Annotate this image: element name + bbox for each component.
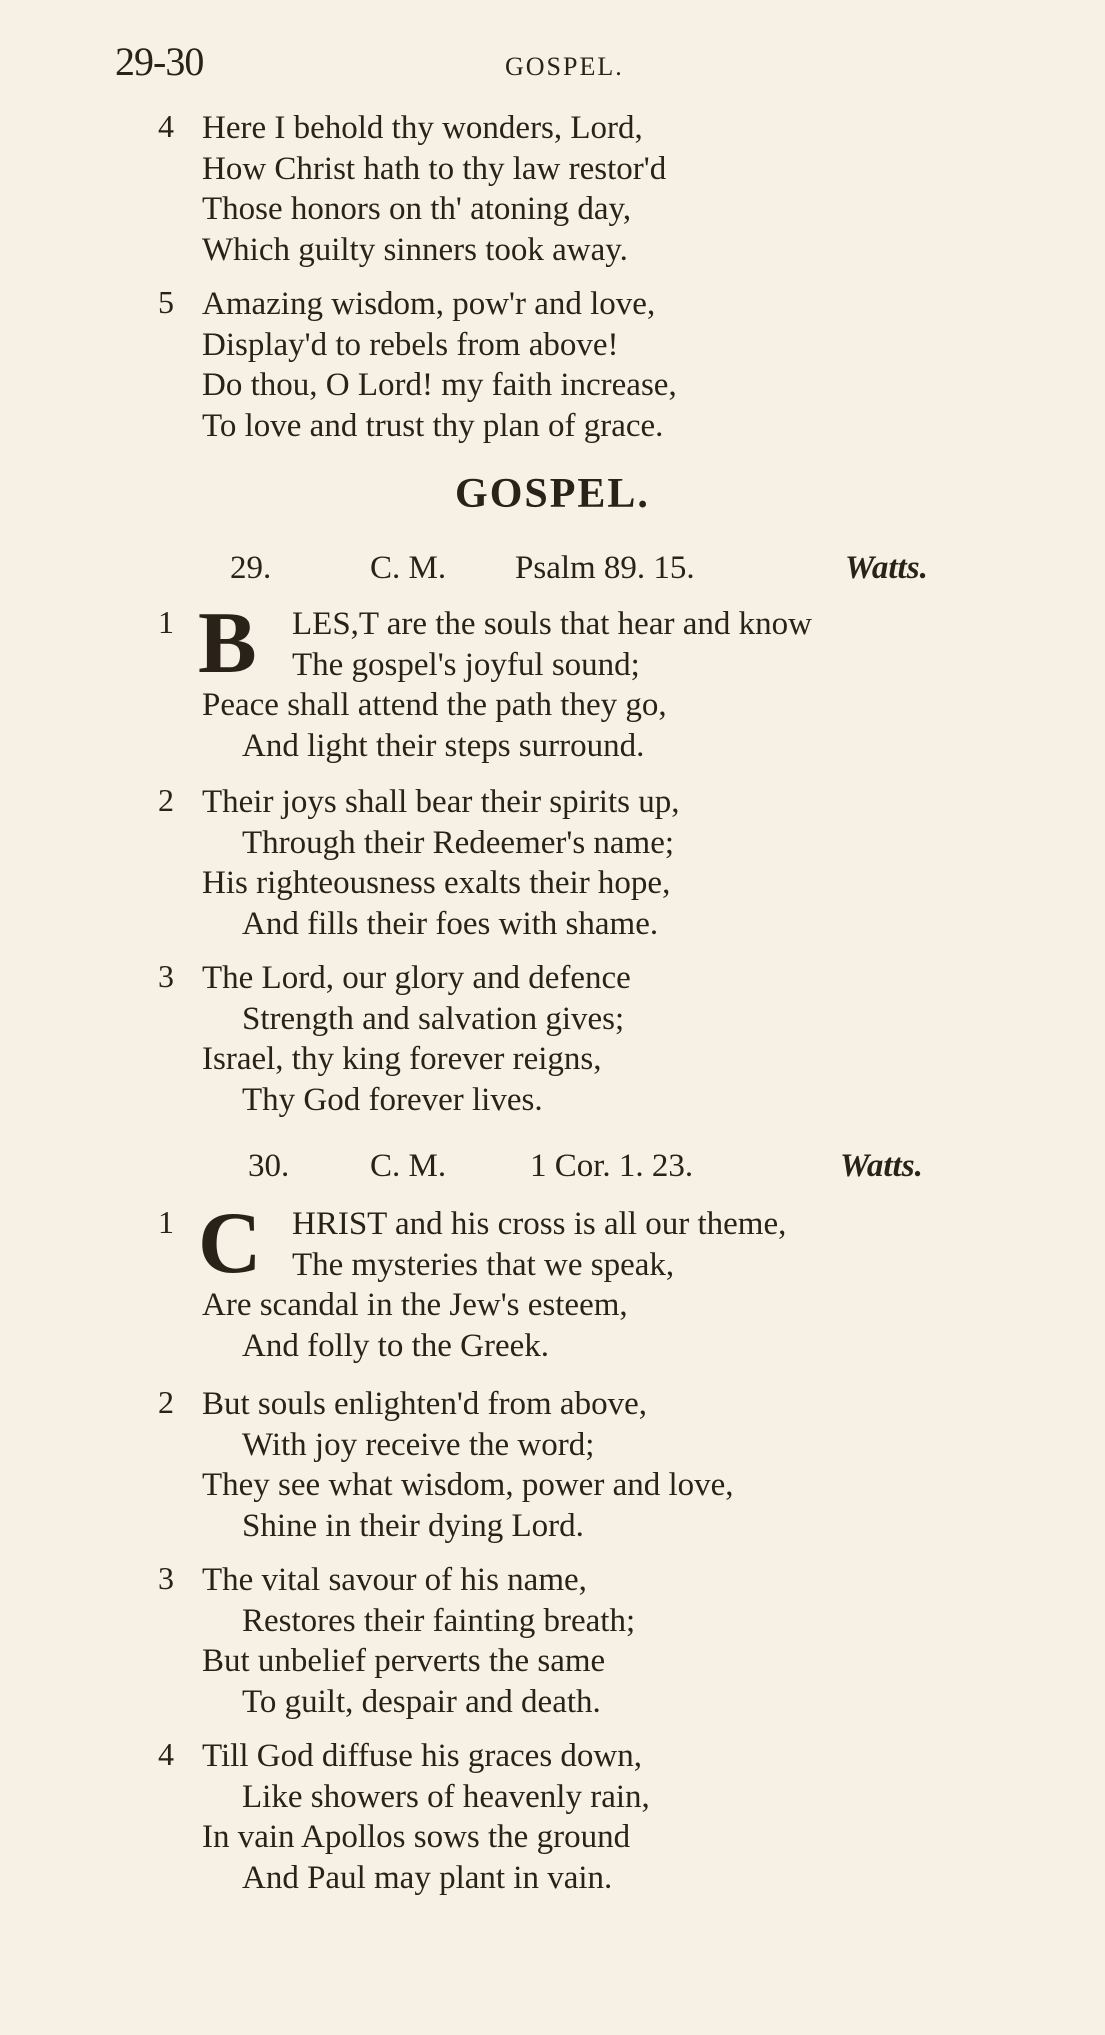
verse-line: LES,T are the souls that hear and know: [292, 606, 812, 642]
hymn-30-stanza-4: [158, 1736, 1038, 1898]
section-title: GOSPEL.: [455, 471, 650, 517]
hymn-29-stanza-2: [158, 782, 1038, 944]
verse-line: To love and trust thy plan of grace.: [202, 407, 664, 444]
prev-stanza-5: [158, 284, 1038, 446]
verse-line: Do thou, O Lord! my faith increase,: [202, 367, 677, 403]
hymn-reference: Psalm 89. 15.: [515, 550, 695, 586]
hymn-29-stanza-3: [158, 958, 1038, 1120]
hymn-meter: C. M.: [370, 1148, 447, 1184]
page-header: [115, 38, 1015, 88]
verse-line: Till God diffuse his graces down,: [202, 1738, 642, 1774]
verse-line: Here I behold thy wonders, Lord,: [202, 110, 643, 146]
verse-line: Their joys shall bear their spirits up,: [202, 784, 680, 820]
verse-line: Display'd to rebels from above!: [202, 326, 619, 363]
verse-line: Amazing wisdom, pow'r and love,: [202, 286, 656, 322]
hymn-29-stanza-1: [158, 595, 1038, 766]
stanza-number: 2: [158, 1384, 174, 1420]
drop-cap: C: [198, 1195, 262, 1292]
stanza-number: 5: [158, 284, 174, 320]
verse-line: Israel, thy king forever reigns,: [202, 1041, 602, 1077]
verse-line: Which guilty sinners took away.: [202, 231, 628, 268]
stanza-number: 4: [158, 108, 174, 144]
hymn-30-stanza-3: [158, 1560, 1038, 1722]
verse-line: The mysteries that we speak,: [292, 1246, 675, 1283]
hymn-number: 30.: [248, 1148, 290, 1184]
stanza-number: 2: [158, 782, 174, 818]
verse-line: The gospel's joyful sound;: [292, 646, 640, 683]
hymn-reference: 1 Cor. 1. 23.: [530, 1148, 694, 1184]
verse-line: But souls enlighten'd from above,: [202, 1386, 647, 1422]
verse-line: Like showers of heavenly rain,: [242, 1778, 650, 1815]
verse-line: And folly to the Greek.: [242, 1327, 550, 1364]
verse-line: In vain Apollos sows the ground: [202, 1819, 631, 1855]
verse-line: Peace shall attend the path they go,: [202, 687, 667, 723]
hymn-29-heading: [230, 550, 990, 594]
verse-line: The Lord, our glory and defence: [202, 960, 631, 996]
drop-cap: B: [198, 595, 257, 692]
verse-line: HRIST and his cross is all our theme,: [292, 1206, 787, 1242]
verse-line: And fills their foes with shame.: [242, 905, 659, 942]
stanza-number: 3: [158, 1560, 174, 1596]
stanza-number: 1: [158, 1204, 174, 1240]
stanza-number: 3: [158, 958, 174, 994]
verse-line: But unbelief perverts the same: [202, 1643, 606, 1679]
verse-line: And light their steps surround.: [242, 727, 645, 764]
verse-line: Those honors on th' atoning day,: [202, 191, 632, 227]
hymn-meter: C. M.: [370, 550, 447, 586]
verse-line: And Paul may plant in vain.: [242, 1859, 613, 1896]
prev-stanza-4: [158, 108, 1038, 270]
hymn-30-stanza-2: [158, 1384, 1038, 1546]
hymn-number: 29.: [230, 550, 272, 586]
verse-line: Thy God forever lives.: [242, 1081, 543, 1118]
stanza-number: 4: [158, 1736, 174, 1772]
verse-line: With joy receive the word;: [242, 1426, 595, 1463]
verse-line: Strength and salvation gives;: [242, 1000, 625, 1037]
hymn-author: Watts.: [845, 550, 928, 586]
verse-line: To guilt, despair and death.: [242, 1683, 601, 1720]
hymn-30-stanza-1: [158, 1195, 1038, 1366]
stanza-number: 1: [158, 604, 174, 640]
verse-line: How Christ hath to thy law restor'd: [202, 150, 667, 187]
running-head: GOSPEL.: [505, 52, 624, 81]
verse-line: His righteousness exalts their hope,: [202, 865, 671, 901]
verse-line: Shine in their dying Lord.: [242, 1507, 584, 1544]
verse-line: Restores their fainting breath;: [242, 1602, 636, 1639]
verse-line: The vital savour of his name,: [202, 1562, 587, 1598]
verse-line: Through their Redeemer's name;: [242, 824, 675, 861]
verse-line: They see what wisdom, power and love,: [202, 1467, 734, 1503]
hymn-30-heading: [230, 1148, 990, 1192]
verse-line: Are scandal in the Jew's esteem,: [202, 1287, 628, 1323]
hymn-author: Watts.: [840, 1148, 923, 1184]
page-number: 29-30: [115, 39, 204, 84]
